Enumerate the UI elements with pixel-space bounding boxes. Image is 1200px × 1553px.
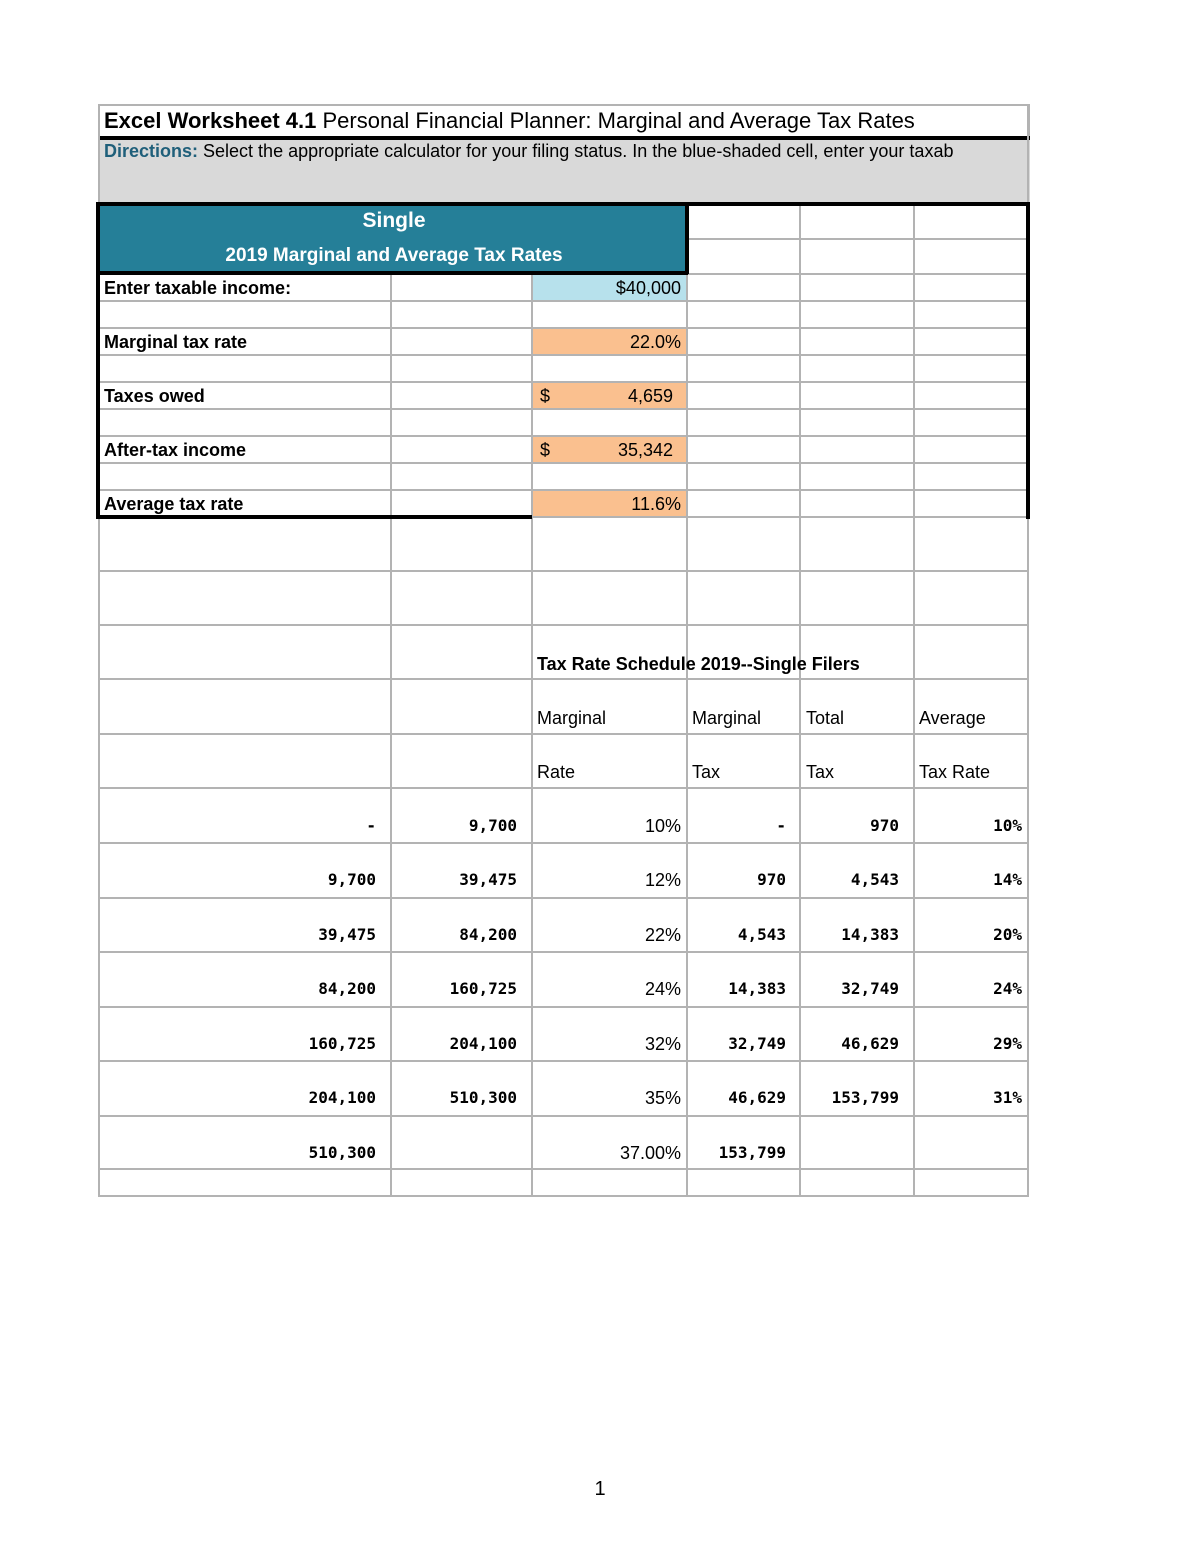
after-tax-label: After-tax income — [104, 439, 247, 460]
calculator-border-right — [685, 202, 689, 274]
schedule-title: Tax Rate Schedule 2019--Single Filers — [537, 654, 860, 674]
row-2-to: 39,475 — [459, 870, 517, 889]
grid-row — [98, 678, 1028, 680]
row-6-total-tax: 153,799 — [831, 1088, 899, 1107]
taxable-income-input[interactable]: $40,000 — [615, 277, 681, 298]
header-total-tax-1: Total — [806, 708, 845, 728]
row-7-marginal-tax: 153,799 — [718, 1143, 786, 1162]
worksheet-title-rest: Personal Financial Planner: Marginal and Average Tax Rates — [316, 108, 915, 133]
taxes-owed-currency: $ — [540, 385, 551, 406]
calculator-border-left — [96, 202, 100, 519]
grid-row — [98, 733, 1028, 735]
row-3-marginal-tax: 4,543 — [737, 925, 786, 944]
taxes-owed-value: 4,659 — [627, 385, 673, 406]
after-tax-currency: $ — [540, 439, 551, 460]
grid-row — [98, 1006, 1028, 1008]
row-1-to: 9,700 — [468, 816, 517, 835]
grid-row — [98, 951, 1028, 953]
row-4-to: 160,725 — [449, 979, 517, 998]
row-6-rate: 35% — [644, 1088, 681, 1108]
row-5-total-tax: 46,629 — [841, 1034, 899, 1053]
row-6-to: 510,300 — [449, 1088, 517, 1107]
marginal-rate-value: 22.0% — [629, 331, 681, 352]
grid-col-2 — [531, 275, 533, 1197]
row-6-from: 204,100 — [308, 1088, 376, 1107]
row-4-from: 84,200 — [318, 979, 376, 998]
row-2-average-rate: 14% — [993, 870, 1022, 889]
grid-row — [98, 624, 1028, 626]
row-1-rate: 10% — [644, 816, 681, 836]
row-3-average-rate: 20% — [993, 925, 1022, 944]
row-2-rate: 12% — [644, 870, 681, 890]
grid-row — [98, 1115, 1028, 1117]
row-6-marginal-tax: 46,629 — [728, 1088, 786, 1107]
worksheet-title-bold: Excel Worksheet 4.1 — [104, 108, 317, 133]
average-rate-label: Average tax rate — [104, 493, 244, 514]
row-7-total-tax — [801, 1141, 899, 1165]
row-7-to — [392, 1141, 517, 1165]
row-4-rate: 24% — [644, 979, 681, 999]
row-7-rate: 37.00% — [619, 1143, 681, 1163]
grid-row — [98, 300, 1028, 302]
row-4-total-tax: 32,749 — [841, 979, 899, 998]
grid-col-1 — [390, 275, 392, 1197]
header-marginal-rate-2: Rate — [537, 762, 576, 782]
row-1-marginal-tax: - — [776, 816, 786, 835]
average-rate-value: 11.6% — [631, 493, 681, 514]
row-5-average-rate: 29% — [993, 1034, 1022, 1053]
taxes-owed-label: Taxes owed — [104, 385, 205, 406]
row-7-average-rate — [915, 1141, 1022, 1165]
after-tax-value: 35,342 — [617, 439, 673, 460]
grid-row — [98, 1168, 1028, 1170]
header-total-tax-2: Tax — [806, 762, 835, 782]
row-3-total-tax: 14,383 — [841, 925, 899, 944]
row-3-rate: 22% — [644, 925, 681, 945]
page-number: 1 — [594, 1478, 606, 1500]
sheet-border-right — [1026, 202, 1030, 519]
header-marginal-tax-2: Tax — [692, 762, 721, 782]
row-4-average-rate: 24% — [993, 979, 1022, 998]
row-5-from: 160,725 — [308, 1034, 376, 1053]
row-7-from: 510,300 — [308, 1143, 376, 1162]
calculator-border-top — [98, 202, 1030, 206]
header-average-rate-1: Average — [919, 708, 986, 728]
grid-row — [98, 462, 1028, 464]
marginal-rate-label: Marginal tax rate — [104, 331, 248, 352]
header-marginal-tax-1: Marginal — [692, 708, 762, 728]
directions-text — [104, 140, 1028, 162]
row-3-from: 39,475 — [318, 925, 376, 944]
grid-row — [98, 897, 1028, 899]
row-1-total-tax: 970 — [870, 816, 899, 835]
row-5-rate: 32% — [644, 1034, 681, 1054]
calculator-heading: Single — [362, 208, 426, 232]
row-2-total-tax: 4,543 — [850, 870, 899, 889]
grid-row — [98, 354, 1028, 356]
header-average-rate-2: Tax Rate — [919, 762, 991, 782]
grid-row — [98, 408, 1028, 410]
header-marginal-rate-1: Marginal — [537, 708, 607, 728]
row-2-from: 9,700 — [327, 870, 376, 889]
worksheet-title — [104, 106, 915, 136]
directions-body: Select the appropriate calculator for your filing status. In the blue-shaded cell, enter your taxab — [198, 141, 954, 161]
grid-row — [688, 238, 1028, 240]
grid-row — [98, 1060, 1028, 1062]
row-5-marginal-tax: 32,749 — [728, 1034, 786, 1053]
grid-row — [98, 1195, 1028, 1197]
row-5-to: 204,100 — [449, 1034, 517, 1053]
row-2-marginal-tax: 970 — [757, 870, 786, 889]
row-6-average-rate: 31% — [993, 1088, 1022, 1107]
calculator-subheading: 2019 Marginal and Average Tax Rates — [225, 244, 563, 266]
row-3-to: 84,200 — [459, 925, 517, 944]
row-1-from: - — [366, 816, 376, 835]
directions-label: Directions: — [104, 141, 199, 161]
row-1-average-rate: 10% — [993, 816, 1022, 835]
grid-row — [98, 570, 1028, 572]
grid-row — [98, 787, 1028, 789]
taxable-income-label: Enter taxable income: — [104, 277, 292, 298]
grid-row — [98, 842, 1028, 844]
row-4-marginal-tax: 14,383 — [728, 979, 786, 998]
